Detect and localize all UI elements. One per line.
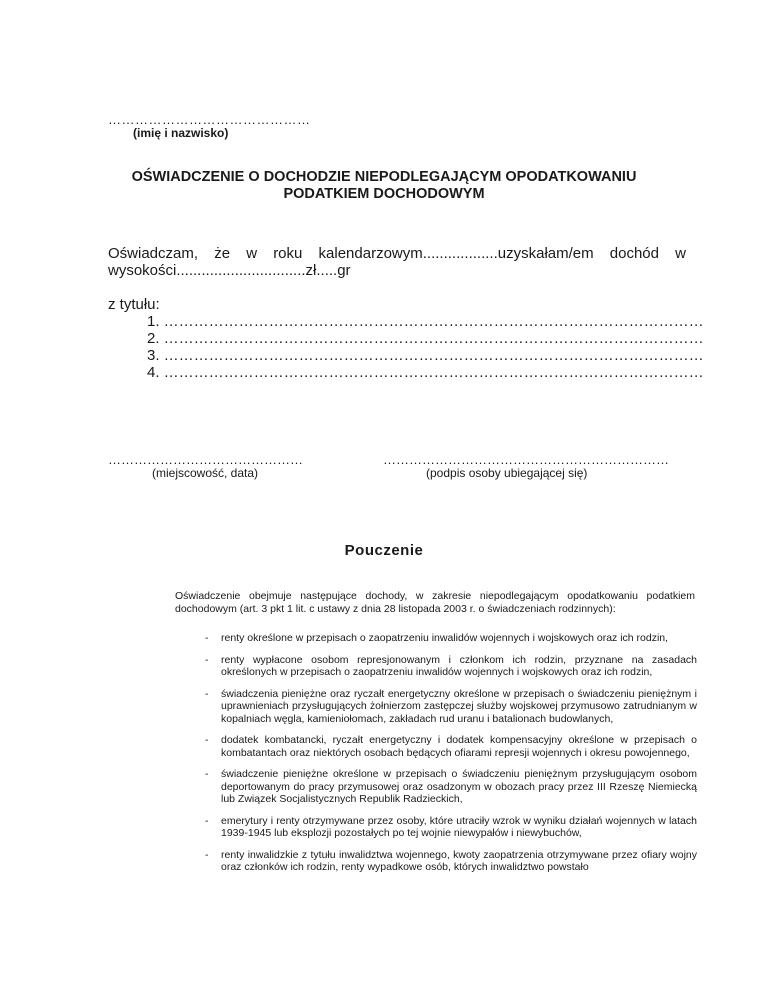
name-caption: (imię i nazwisko) <box>133 126 229 140</box>
pouczenie-heading: Pouczenie <box>344 542 424 559</box>
list-item <box>205 688 697 726</box>
pouczenie-intro: Oświadczenie obejmuje następujące dochody, w zakresie niepodlegającym opodatkowaniu podatkiem dochodowym (art. 3 pkt 1 lit. c ustawy z dnia 28 listopada 2003 r. o świadczeniach rodzinnych): <box>175 590 695 615</box>
signature-caption: (podpis osoby ubiegającej się) <box>426 466 588 480</box>
list-item <box>205 654 697 679</box>
list-item <box>205 768 697 806</box>
list-item <box>205 632 697 645</box>
document-title-line-2: PODATKIEM DOCHODOWYM <box>283 186 485 202</box>
list-item-text: dodatek kombatancki, ryczałt energetyczny i dodatek kompensacyjny określone w przepisach o kombatantach oraz niektórych osobach będących ofiarami represji wojennych i okresu powojennego, <box>221 734 697 759</box>
statement-word: że <box>214 245 231 262</box>
statement-word: roku <box>273 245 303 262</box>
list-item-text: renty określone w przepisach o zaopatrzeniu inwalidów wojennych i wojskowych oraz ich rodzin, <box>221 632 669 644</box>
statement-line-2-amount-field[interactable]: wysokości...............................zł.....gr <box>108 262 351 279</box>
income-types-list <box>205 632 697 883</box>
document-title-line-1: OŚWIADCZENIE O DOCHODZIE NIEPODLEGAJĄCYM OPODATKOWANIU <box>131 169 637 185</box>
income-source-line-2[interactable]: 2. ……………………………………………………………………………………………… <box>147 330 704 347</box>
statement-word: dochód <box>609 245 659 262</box>
signature-dotted-line[interactable]: ………………………………………………………… <box>383 452 669 467</box>
list-item <box>205 849 697 874</box>
statement-line-1 <box>108 245 686 262</box>
list-item-text: renty wypłacone osobom represjonowanym i członkom ich rodzin, przyznane na zasadach określonych w przepisach o zaopatrzeniu inwalidów wojennych i wojskowych oraz ich rodzin, <box>221 653 697 678</box>
dash-bullet: - <box>205 632 209 644</box>
income-source-line-1[interactable]: 1. ……………………………………………………………………………………………… <box>147 313 704 330</box>
name-dotted-line[interactable]: ……………………………………… <box>108 112 311 127</box>
income-source-line-4[interactable]: 4. ……………………………………………………………………………………………… <box>147 364 704 381</box>
dash-bullet: - <box>205 848 209 861</box>
dash-bullet: - <box>205 653 209 666</box>
dash-bullet: - <box>205 768 209 780</box>
statement-word: w <box>246 245 258 262</box>
dash-bullet: - <box>205 687 209 700</box>
statement-word: Oświadczam, <box>108 245 199 262</box>
statement-word-year-field[interactable]: kalendarzowym..................uzyskałam/em <box>318 245 594 262</box>
list-item-text: świadczenia pieniężne oraz ryczałt energetyczny określone w przepisach o świadczeniu pieniężnym i uprawnieniach przysługujących żołnierzom zastępczej służby wojskowej przymusowo zatrudnianym w kopalniach węgla, kamieniołomach, zakładach rud uranu i batalionach budowlanych, <box>221 687 697 725</box>
dash-bullet: - <box>205 734 209 746</box>
z-tytulu-label: z tytułu: <box>108 296 160 313</box>
list-item-text: świadczenie pieniężne określone w przepisach o świadczeniu pieniężnym przysługującym osobom deportowanym do pracy przymusowej oraz osadzonym w obozach pracy przez III Rzeszę Niemiecką lub Związek Socjalistycznych Republik Radzieckich, <box>221 768 697 805</box>
place-date-caption: (miejscowość, data) <box>152 466 259 480</box>
list-item <box>205 815 697 840</box>
list-item-text: renty inwalidzkie z tytułu inwalidztwa wojennego, kwoty zaopatrzenia otrzymywane przez ofiary wojny oraz członków ich rodzin, renty wypadkowe osób, których inwalidztwo powstało <box>221 848 697 873</box>
list-item-text: emerytury i renty otrzymywane przez osoby, które utraciły wzrok w wyniku działań wojennych w latach 1939-1945 lub eksplozji pozostałych po tej wojnie niewypałów i niewybuchów, <box>221 814 697 839</box>
place-date-dotted-line[interactable]: ……………………………………… <box>108 452 303 467</box>
list-item <box>205 734 697 759</box>
statement-word: w <box>675 245 686 262</box>
income-source-line-3[interactable]: 3. ……………………………………………………………………………………………… <box>147 347 704 364</box>
dash-bullet: - <box>205 814 209 827</box>
